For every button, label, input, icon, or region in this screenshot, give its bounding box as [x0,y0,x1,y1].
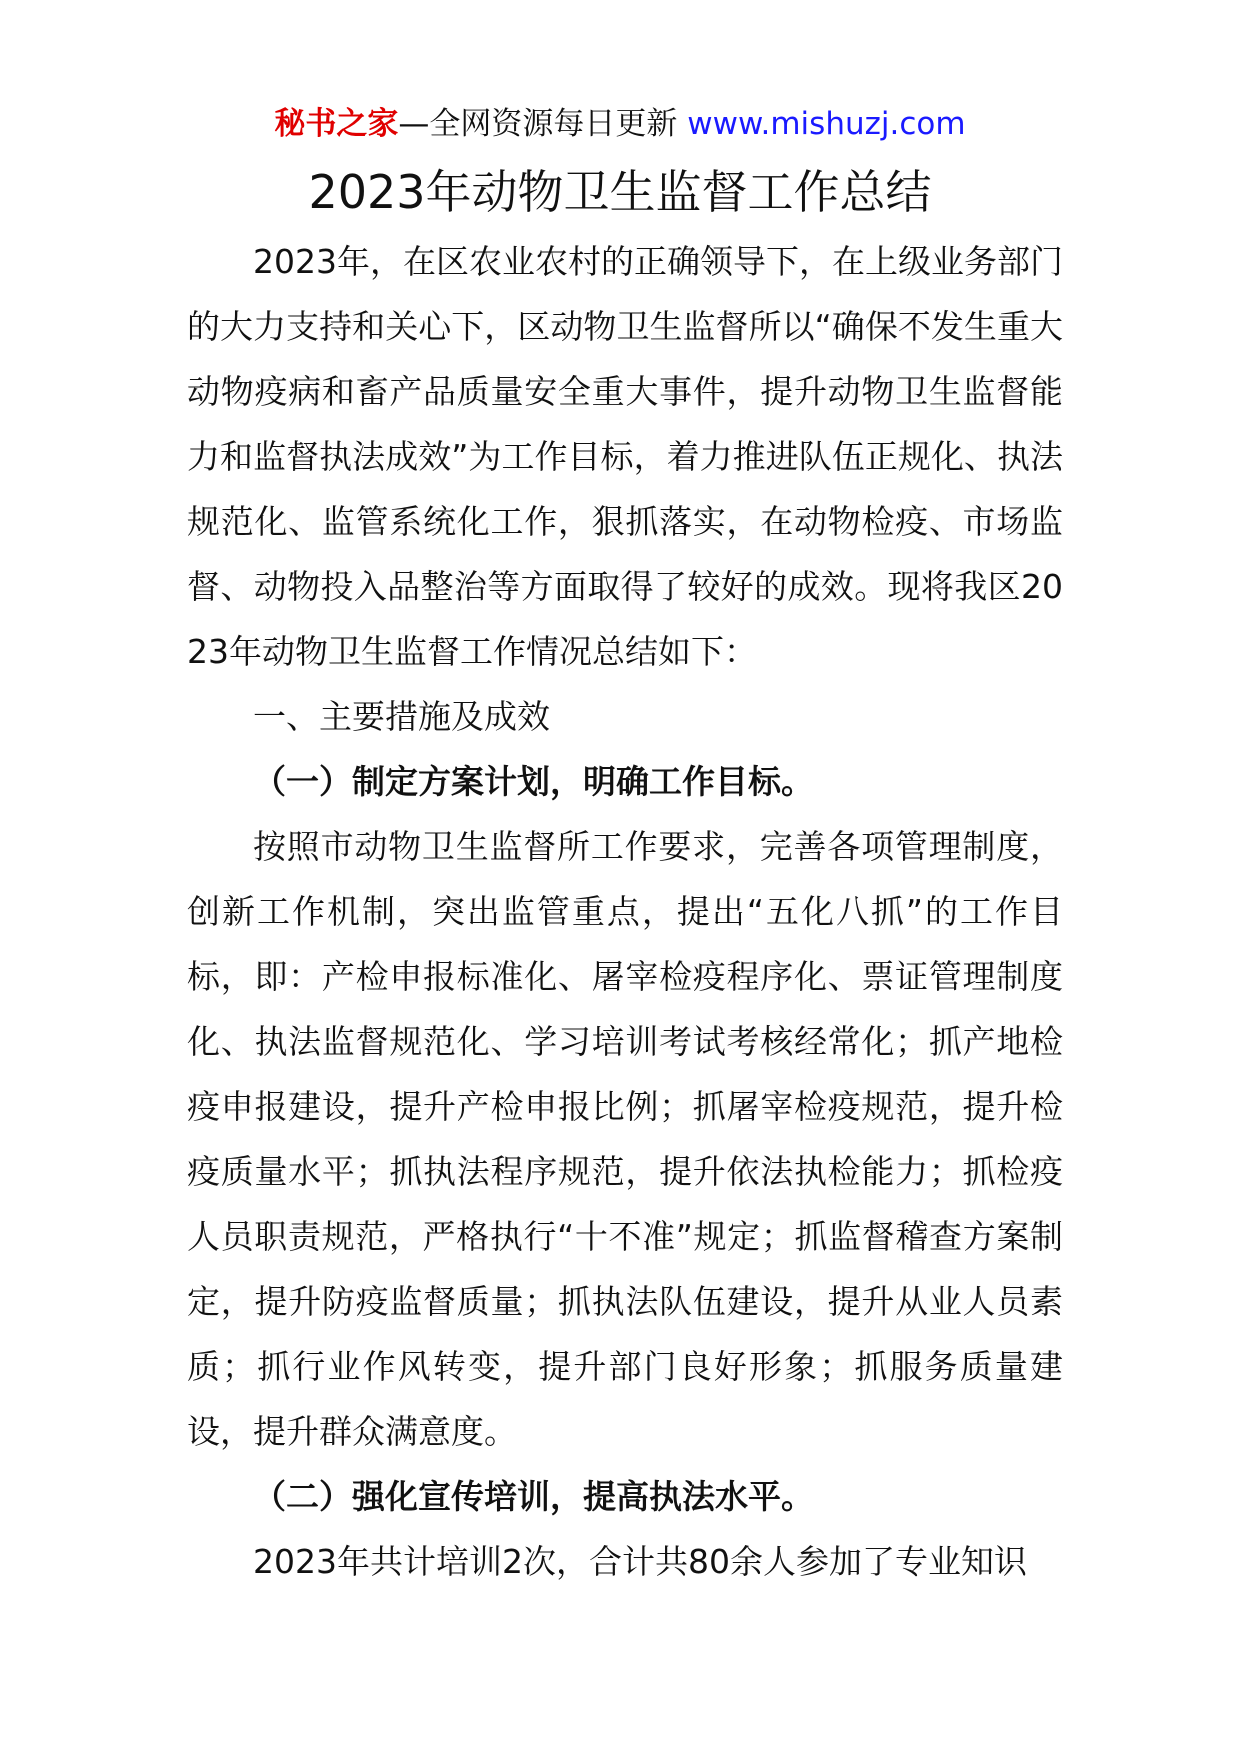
subsection-heading-1: （一）制定方案计划，明确工作目标。 [253,762,814,801]
subsection-heading-2: （二）强化宣传培训，提高执法水平。 [253,1477,814,1516]
intro-paragraph: 2023年，在区农业农村的正确领导下，在上级业务部门的大力支持和关心下，区动物卫生监督所以“确保不发生重大动物疫病和畜产品质量安全重大事件，提升动物卫生监督能力和监督执法成效”为工作目标，着力推进队伍正规化、执法规范化、监管系统化工作，狠抓落实，在动物检疫、市场监督、动物投入品整治等方面取得了较好的成效。现将我区2023年动物卫生监督工作情况总结如下： [187,242,1063,671]
section-heading-1: 一、主要措施及成效 [253,697,550,736]
document-body [187,229,1063,1594]
subsection-2-paragraph: 2023年共计培训2次，合计共80余人参加了专业知识 [253,1542,1027,1581]
watermark-header [0,102,1240,146]
document-title: 2023年动物卫生监督工作总结 [308,165,932,219]
watermark-tagline: —全网资源每日更新 [398,106,678,142]
subsection-1-paragraph: 按照市动物卫生监督所工作要求，完善各项管理制度，创新工作机制，突出监管重点，提出“五化八抓”的工作目标，即：产检申报标准化、屠宰检疫程序化、票证管理制度化、执法监督规范化、学习培训考试考核经常化；抓产地检疫申报建设，提升产检申报比例；抓屠宰检疫规范，提升检疫质量水平；抓执法程序规范，提升依法执检能力；抓检疫人员职责规范，严格执行“十不准”规定；抓监督稽查方案制定，提升防疫监督质量；抓执法队伍建设，提升从业人员素质；抓行业作风转变，提升部门良好形象；抓服务质量建设，提升群众满意度。 [187,827,1063,1451]
watermark-url[interactable]: www.mishuzj.com [687,106,966,142]
watermark-brand: 秘书之家 [274,106,399,142]
